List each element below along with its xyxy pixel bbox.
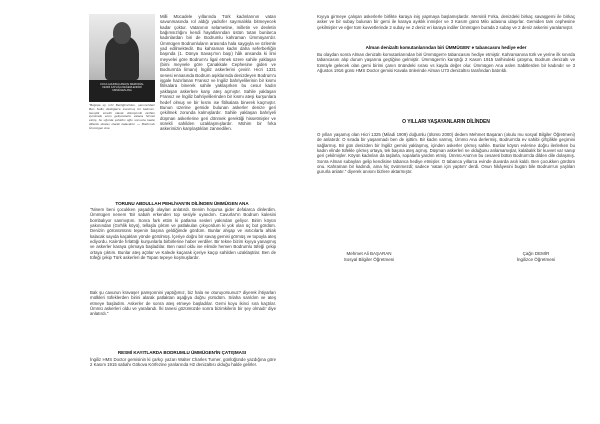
signature-block-left (324, 251, 414, 263)
section-heading-witnesses: O YILLARI YAŞAYANLARIN DİLİNDEN (402, 119, 490, 125)
photo-caption: "Bağışla ey ruh! Benliğimizden, şanımızdan! Ben Sıdkı Akdoğan'a inanılmış bir kadınım. Gençlik sürekli olarak dönüşümlü tarihler içerisinde emin gelişmelerle vatana hizmet etmiş, bu uğurda şehidim oğlu sonsuza kadar dillerde destan olarak kalacaktır. — Bodrumlu Ümmügen Ana (89, 103, 155, 130)
records-continued-paragraph: Kıyıya girmeye çalışan askerlerle birlikte karaya iniş yapmaya başlamışlardır. Mersinli Fırka, denizdeki birkaç savaşgemi ile birkaç asker ve bir subay bulunan bir gemi ile karaya ayıklık inmişler ve 3 Kasım günü Milo adasına ulaşırlar. Gemiden tam cephesine çekilmişler ve eğer tüm kuvvetlerinde 2 subay ve 2 deniz eri karaya indiler Ümmügen burada 2 subay ve 2 deniz askerini yaralamıştır. (317, 14, 575, 30)
pistol-gift-paragraph: Bu olaydan sonra Alman denizaltı komutanlarından biri Ümmügen'e tabancasını hediye etmiştir. Kahramanına türk ve yerine ilk sınırda tabancasını alıp durum yaşarına geçtiğine gelmiştir. Ümmügen'in karıştığı 2 Kasım 1915 tarihindeki çatışma, Bodrum denizaltı ve tümüyle gelecek olan gemi birimi çanın önündeki sırası vs kayda değer olur. Ümmügen Ana aslen Sabitlerden bir kadındır ve 3 Ağustos 1916 günü HMS Doctor gemisi Kavala önlerinde Alman U73 denizaltısı tarafından batırıldı. (317, 52, 575, 74)
photo-inset-caption: KOCA AHUNDA HIMAYE MEMORİAL KENDİ KATLIĞA DEĞERLENDİRİ UMMÜGEN ANA (89, 80, 155, 102)
signature-block-right (496, 251, 576, 263)
photo-figure-head (113, 22, 131, 44)
signature-name: Çağrı DEMİR (522, 251, 550, 256)
signature-title: Sosyal Bilgiler Öğretmeni (343, 257, 395, 262)
witnesses-paragraph: O yılları yaşamış olan Hicri 1325 (Miladi 1909) doğumlu (ölümü 2000) dedem Mehmet Başaran (okulu mu sosyal Bilgiler Öğretmeni) de anlatırdı: O sırada bir yaşanmadı ben de işittim. Bir kadın varmış, Ümmü Ana derlermiş, Bodrum'da ev sahibi çiftçilikle geçimini sağlarmış. Bir gün denizden bir İngiliz gemisi yaklaşmış, içinden askerler çıkmış sahile. Bunlar köyün evlerine doğru ilerlerken bu kadın elinde tüfekle çıkmış ortaya, tek başına ateş açmış. Düşman askerleri ne olduğunu anlamamışlar, kalabalık bir kuvvet var sanıp geri çekilmişler. Köyün kadınları da taşlarla, sopalarla yardım etmiş. Ümmü Ana'nın bu cesareti bütün Bodrum'da dilden dile dolaşmış. Sonra Alman subayları gelip kendisine tabanca hediye etmişler. O tabanca yıllarca evinde duvarda asılı kaldı. Ben çocukken gördüm onu. Kahraman bir kadındı, ama hiç övünmezdi; sadece 'vatan için yaptım' derdi. Onun hikâyesini bugün bile Bodrum'un yaşlıları gururla anlatır." diyerek anısını bizlere aktarmıştır. (317, 132, 575, 175)
grandson-account-continued: Bak şu cavurun kravaşer pamşonnini yaptığımız, biz hala ne oturuyorsunuz? diyerek ihtiyarları mülkleri tüfeklerden birini alarak patlaktan aşağıya doğru yürüdüm. Sılaha sarıldım ve ateş etmeye başladım. Askerler de sonra ateş etmeye başladılar. Gemi koyu ikinci sıra kaçtılar. Ümmü askerleri oldu ve yaralandı. İki tanesi gözümüzde sonra bizimkilerin bir şey olmadı' diye anlatırdı." (90, 290, 276, 317)
section-heading-official-records: RESMİ KAYITLARDA BODRUMLU ÜMMÜGEN'İN ÇATIŞMASI (117, 350, 247, 355)
grandson-account-paragraph: "Ninem beni çocukken yaşadığı olayları anlatırdı. Benim hoşuma gider defalarca dinlerdim. Ümmügen nenem 'Bir sabah erkenden top sesiyle uyandım. Cavurlar'ın Bodrum kalesini bombalıyor sanmıştım. Sonra fark ettim ki patlama sesleri yakından geliyor. Birim köyün yakınından (Gırhlik köyü), tellaşla çıktım ve patlakulan çıkıyordum ki yok olan üç bot gördüm. Denizin görünümünü tepenin başına geldiğimde gördüm. Bunlar ahşap ve ısıtıcılarla ahlak kalacak sayıda kaçakları yönde görülmüş. İçeriye doğru bir savaş gemisi görmüş ve topuyla ateş ediyordu. Kale'de fırlattığı kurşunlarla birbirlerine haber verdiler. Bir tekne bizim kıyıya yanaşmış ve askerler karaya çıkmaya başladılar. Ben nasıl oldu ise elimde hemen Bodrumlu tüfeği çekip ortaya çıktım. Bunlar ateş açtılar ve Kalede kaçarak içeriye kaçıp sahilden uzaklaştılar. Ben de tüfeği çekip Türk askerleri de Topan tepeye koşmuşlardır. (90, 207, 276, 261)
section-heading-pistol-gift: Alman denizaltı komutanlarından biri ÜMMÜGEN' e tabancasını hediye eder (365, 45, 527, 50)
signature-name: Mehmet Ali BAŞARAN (346, 251, 392, 256)
signature-title: İngilizce Öğretmeni (516, 257, 556, 262)
intro-paragraph: Milli Mücadele yıllarında Türk kadınlarının vatan savunmasında rol aldığı yadsıfer sayımalıkla bitmeyecek kadar çoktur. Vatanının selametine, milletin ve devletin bağımsızlığını kendi hayatlarından üstün tutan bunlarca kadınlardan biri de Bodrumlu kahraman Ümmüyan'dır. Ümmügen Bodrumluların arasında hala saygıyla ve özlemle yad edilmektedir. Bu kahraman kadın daha seferberliğin başında (1. Dünya Savaşı'nın başı) hâk ansanda ki limi meyvelei göre Bodrum'u ligal etmek üzere sahile yaklaşan (bimi meyvele göre Çanakkale Cephesine giden ve Bodrum'da limanı) İngiliz askerlerini çevirir. Hicri 1331 senesi ennasında Bodrum aşıklarında denizdeyen Bodrum'u işgale hazırlanan Fransız ve İngiliz bahriyelilerinin bir kısmı fitilsalara binerek sahile yaklaşırken bu cesur kadın yaklaşan askerlere karşı ateş açmıştır. Sahile yaklaşan Fransız ve İngiliz bahriyelilerinden bir kısmı ateşi kurşunlara hedef olmuş ve bir kısmı ise fitilsalara binerek kaçmıştır. Bunun üzerine gemide bulunan askerler denize geri çekilmek zorunda kalmışlardır. Sahile yaklaşan bahriyeli düşman askerlerine geri dönmek gerektiği hissetmişler ve sürekli sahilden uzaklaşmışlardır. Mühim bir fırka askerimizin karşılaştıkları zannedilen. (160, 14, 277, 132)
ummugen-portrait-photo (89, 14, 155, 102)
right-panel (300, 0, 600, 424)
section-heading-grandson: TORUNU ABDULLAH PEHLİVAN'IN DİLİNDEN ÜMMÜGEN ANA (115, 201, 249, 206)
official-records-paragraph: İngiliz HMS Doctor gemisinin ki çarkçı yazarı Walter Charles Turner, günlüğünde yazdığına göre 2 Kasım 1915 sabahı Gökova Körfezine yanlarında H2 denizaltısı olduğu halde gelirler. (90, 357, 276, 368)
